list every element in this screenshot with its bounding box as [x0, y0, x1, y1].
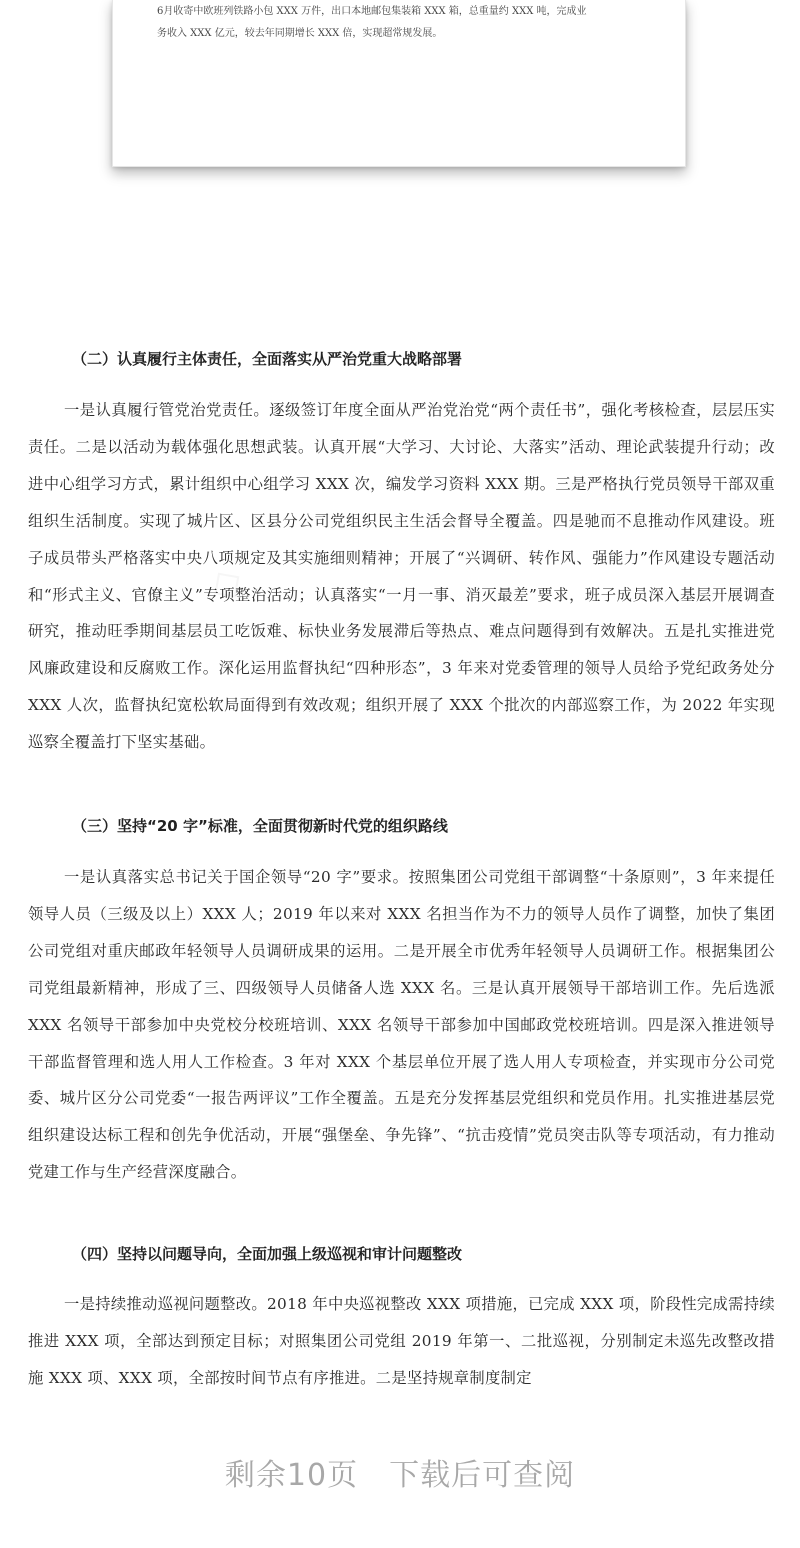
section-paragraph: 一是认真落实总书记关于国企领导“20 字”要求。按照集团公司党组干部调整“十条原则”，3 年来提任领导人员（三级及以上）XXX 人；2019 年以来对 XXX 名担当作为不力的领导人员作了调整，加快了集团公司党组对重庆邮政年轻领导人员调研成果的运用。二是开展全市优秀年轻领导人员调研工作。根据集团公司党组最新精神，形成了三、四级领导人员储备人选 XXX 名。三是认真开展领导干部培训工作。先后选派 XXX 名领导干部参加中央党校分校班培训、XXX 名领导干部参加中国邮政党校班培训。四是深入推进领导干部监督管理和选人用人工作检查。3 年对 XXX 个基层单位开展了选人用人专项检查，并实现市分公司党委、城片区分公司党委“一报告两评议”工作全覆盖。五是充分发挥基层党组织和党员作用。扎实推进基层党组织建设达标工程和创先争优活动，开展“强堡垒、争先锋”、“抗击疫情”党员突击队等专项活动，有力推动党建工作与生产经营深度融合。 [28, 868, 775, 1182]
previous-page-line: 务收入 XXX 亿元，较去年同期增长 XXX 倍，实现超常规发展。 [157, 28, 443, 39]
section-paragraph: 一是持续推动巡视问题整改。2018 年中央巡视整改 XXX 项措施，已完成 XXX 项，阶段性完成需持续推进 XXX 项，全部达到预定目标；对照集团公司党组 2019 年第一、二批巡视，分别制定未巡先改整改措施 XXX 项、XXX 项，全部按时间节点有序推进。二是坚持规章制度制定 [28, 1295, 775, 1387]
previous-page-card [112, 0, 686, 167]
section-heading: （二）认真履行主体责任，全面落实从严治党重大战略部署 [72, 350, 463, 368]
download-to-read-more-link[interactable]: 剩余10页 下载后可查阅 [224, 1458, 576, 1493]
section-heading: （三）坚持“20 字”标准，全面贯彻新时代党的组织路线 [72, 817, 448, 835]
previous-page-line: 6月收寄中欧班列铁路小包 XXX 万件，出口本地邮包集装箱 XXX 箱，总重量约 XXX 吨，完成业 [157, 6, 587, 17]
section-paragraph: 一是认真履行管党治党责任。逐级签订年度全面从严治党治党“两个责任书”，强化考核检查，层层压实责任。二是以活动为载体强化思想武装。认真开展“大学习、大讨论、大落实”活动、理论武装提升行动；改进中心组学习方式，累计组织中心组学习 XXX 次，编发学习资料 XXX 期。三是严格执行党员领导干部双重组织生活制度。实现了城片区、区县分公司党组织民主生活会督导全覆盖。四是驰而不息推动作风建设。班子成员带头严格落实中央八项规定及其实施细则精神；开展了“兴调研、转作风、强能力”作风建设专题活动和“形式主义、官僚主义”专项整治活动；认真落实“一月一事、消灭最差”要求，班子成员深入基层开展调查研究，推动旺季期间基层员工吃饭难、标快业务发展滞后等热点、难点问题得到有效解决。五是扎实推进党风廉政建设和反腐败工作。深化运用监督执纪“四种形态”，3 年来对党委管理的领导人员给予党纪政务处分 XXX 人次，监督执纪宽松软局面得到有效改观；组织开展了 XXX 个批次的内部巡察工作，为 2022 年实现巡察全覆盖打下坚实基础。 [28, 401, 775, 752]
section-heading: （四）坚持以问题导向，全面加强上级巡视和审计问题整改 [72, 1245, 463, 1263]
